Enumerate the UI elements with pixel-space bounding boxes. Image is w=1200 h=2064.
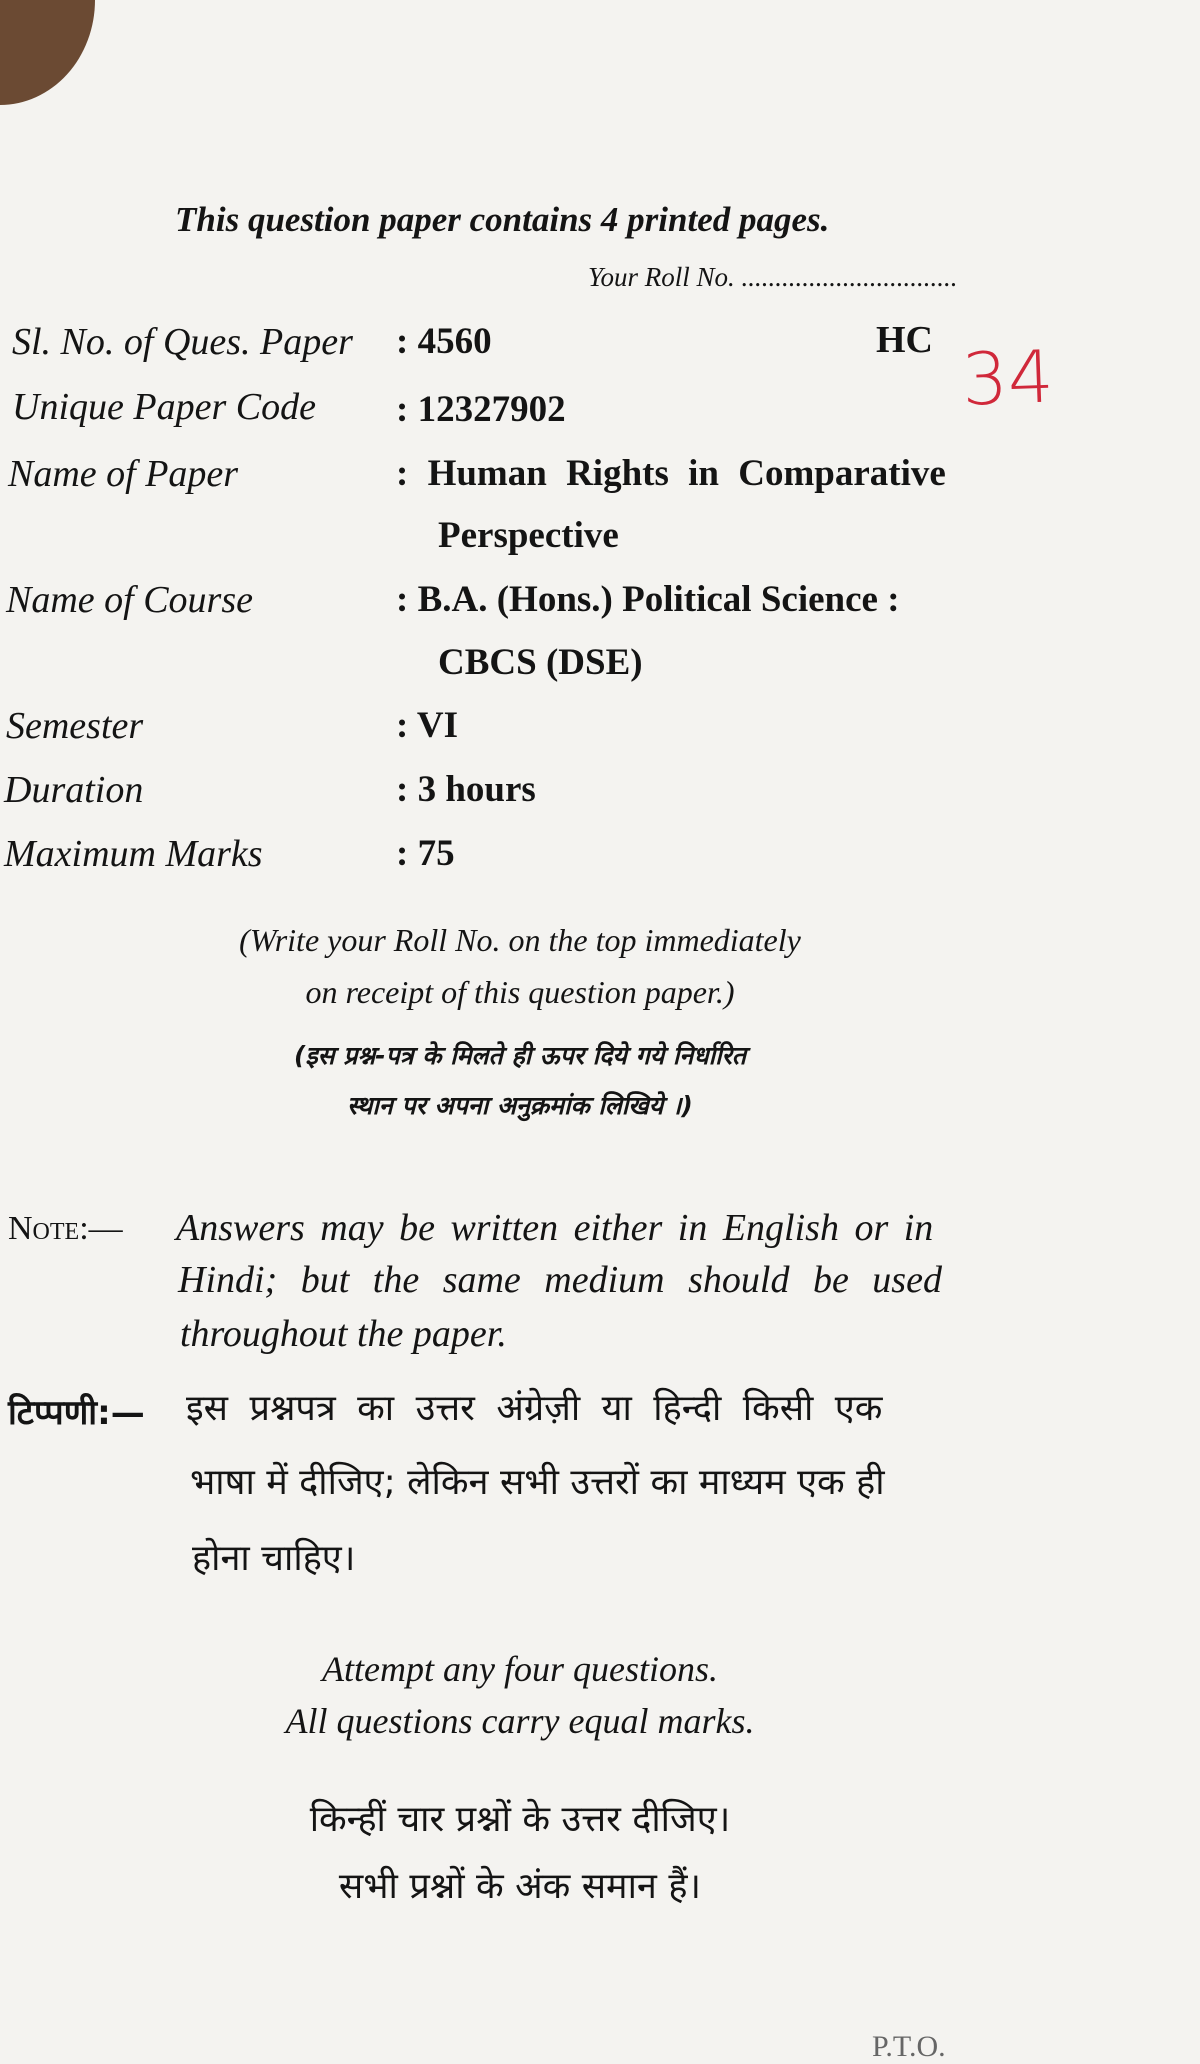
tippani-line-3: होना चाहिए। bbox=[192, 1538, 356, 1579]
field-value-paper-name-cont: Perspective bbox=[438, 515, 619, 556]
note-line-2: Hindi; but the same medium should be used bbox=[178, 1259, 942, 1301]
field-value-course-cont: CBCS (DSE) bbox=[438, 642, 643, 683]
tippani-label: टिप्पणी:— bbox=[8, 1393, 145, 1433]
field-label-semester: Semester bbox=[6, 705, 144, 747]
pto-marker: P.T.O. bbox=[872, 2030, 946, 2063]
field-value-serial-no: : 4560 bbox=[396, 321, 492, 362]
attempt-instruction-hi-2: सभी प्रश्नों के अंक समान हैं। bbox=[338, 1866, 702, 1907]
page-corner-shadow bbox=[0, 0, 95, 105]
pages-note: This question paper contains 4 printed pages. bbox=[175, 200, 830, 239]
roll-number-line: Your Roll No. ................................ bbox=[588, 262, 958, 292]
roll-instruction-hindi-line-1: (इस प्रश्न-पत्र के मिलते ही ऊपर दिये गये निर्धारित bbox=[293, 1041, 747, 1070]
hc-tag: HC bbox=[876, 319, 933, 361]
attempt-instruction-en-2: All questions carry equal marks. bbox=[285, 1701, 755, 1741]
roll-instruction-line-2: on receipt of this question paper.) bbox=[305, 974, 735, 1010]
note-line-1: Answers may be written either in English or in bbox=[176, 1207, 934, 1249]
tippani-line-2: भाषा में दीजिए; लेकिन सभी उत्तरों का माध्यम एक ही bbox=[190, 1462, 885, 1503]
field-value-course: : B.A. (Hons.) Political Science : bbox=[396, 579, 900, 620]
field-value-max-marks: : 75 bbox=[396, 833, 455, 874]
roll-instruction-line-1: (Write your Roll No. on the top immediately bbox=[239, 922, 801, 958]
field-label-serial-no: Sl. No. of Ques. Paper bbox=[12, 321, 353, 363]
field-value-paper-code: : 12327902 bbox=[396, 389, 566, 430]
field-label-paper-code: Unique Paper Code bbox=[12, 386, 316, 428]
handwritten-mark: 34 bbox=[960, 334, 1056, 422]
field-value-duration: : 3 hours bbox=[396, 769, 536, 810]
tippani-line-1: इस प्रश्नपत्र का उत्तर अंग्रेज़ी या हिन्दी किसी एक bbox=[186, 1388, 883, 1429]
note-line-3: throughout the paper. bbox=[180, 1313, 507, 1355]
field-label-duration: Duration bbox=[4, 769, 144, 811]
field-value-paper-name: : Human Rights in Comparative bbox=[396, 453, 946, 494]
field-label-paper-name: Name of Paper bbox=[8, 453, 239, 495]
field-value-semester: : VI bbox=[396, 705, 459, 746]
field-label-max-marks: Maximum Marks bbox=[4, 833, 263, 875]
attempt-instruction-en-1: Attempt any four questions. bbox=[322, 1649, 718, 1689]
roll-instruction-hindi-line-2: स्थान पर अपना अनुक्रमांक लिखिये ।) bbox=[347, 1091, 693, 1120]
field-label-course: Name of Course bbox=[6, 579, 253, 621]
attempt-instruction-hi-1: किन्हीं चार प्रश्नों के उत्तर दीजिए। bbox=[309, 1799, 731, 1840]
note-label: Note:— bbox=[8, 1210, 123, 1247]
